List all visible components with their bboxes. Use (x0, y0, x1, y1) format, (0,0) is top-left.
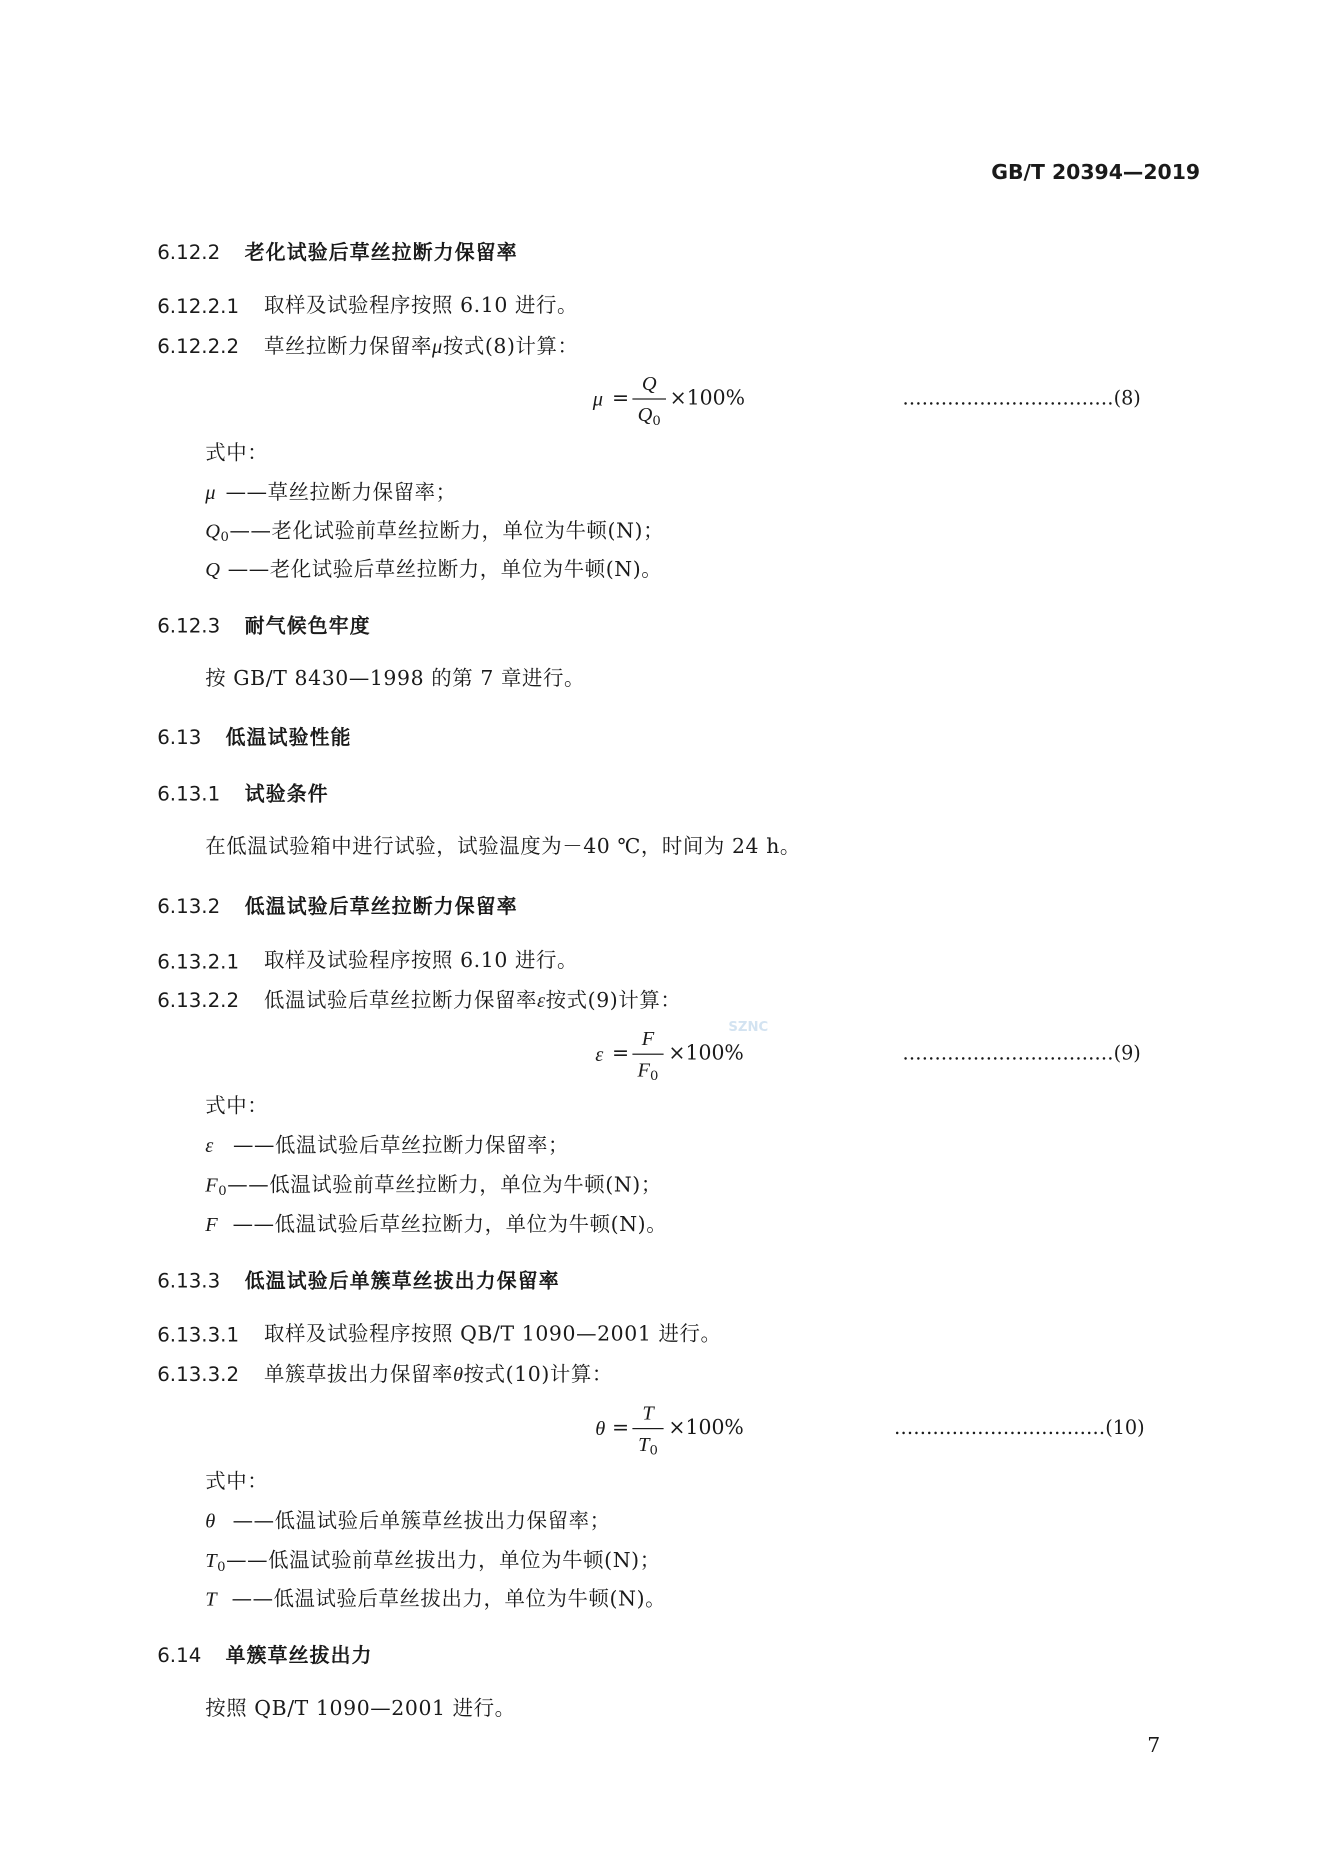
section-number: 6.13.1 (157, 782, 221, 806)
denominator: $F_0$ (637, 1058, 659, 1084)
equation-number: ……………………………(8) (902, 386, 1141, 410)
fraction (632, 372, 666, 428)
eq-tail: ×100% (668, 1416, 744, 1440)
fraction-bar (632, 1054, 663, 1055)
eq-sign: = (612, 386, 630, 411)
variable-def: Q ——老化试验后草丝拉断力，单位为牛顿(N)。 (205, 558, 663, 582)
numerator: F (641, 1027, 655, 1050)
clause-number: 6.13.3.1 (157, 1323, 240, 1347)
section-number: 6.13.3 (157, 1269, 221, 1293)
page-number: 7 (1147, 1734, 1161, 1759)
section-number: 6.12.2 (157, 241, 221, 264)
fraction-bar (632, 1428, 663, 1429)
fraction (632, 1402, 663, 1458)
where-label: 式中： (205, 1094, 269, 1119)
fraction (632, 1027, 663, 1083)
eq-lhs: ε (595, 1042, 604, 1066)
eq-sign: = (612, 1416, 630, 1440)
variable-def: $F_0——$低温试验前草丝拉断力，单位为牛顿(N)； (205, 1173, 662, 1199)
section-number: 6.14 (157, 1644, 202, 1667)
paragraph: 按照 QB/T 1090—2001 进行。 (205, 1696, 516, 1721)
clause-number: 6.12.2.2 (157, 334, 240, 358)
section-title: 试验条件 (244, 782, 329, 806)
clause-number: 6.13.3.2 (157, 1363, 240, 1386)
clause-number: 6.13.2.2 (157, 988, 240, 1012)
eq-lhs: θ (595, 1417, 606, 1440)
variable-def: ε ——低温试验后草丝拉断力保留率； (205, 1134, 570, 1158)
variable-def: F ——低温试验后草丝拉断力，单位为牛顿(N)。 (205, 1213, 668, 1238)
paragraph: 按 GB/T 8430—1998 的第 7 章进行。 (205, 667, 586, 692)
clause-number: 6.13.2.1 (157, 950, 240, 974)
variable-def: T ——低温试验后草丝拔出力，单位为牛顿(N)。 (205, 1587, 667, 1612)
section-title: 低温试验性能 (225, 726, 352, 749)
numerator: Q (641, 372, 657, 395)
section-title: 低温试验后单簇草丝拔出力保留率 (244, 1269, 560, 1293)
watermark-logo: SZNC (728, 1018, 769, 1035)
where-label: 式中： (205, 1470, 269, 1494)
variable-def: $T_0——$低温试验前草丝拔出力，单位为牛顿(N)； (205, 1549, 661, 1575)
fraction-bar (632, 398, 666, 399)
eq-tail: ×100% (668, 1041, 744, 1066)
clause-text: 单簇草拔出力保留率θ按式(10)计算： (264, 1363, 613, 1388)
clause-text: 取样及试验程序按照 QB/T 1090—2001 进行。 (264, 1322, 722, 1347)
section-number: 6.13.2 (157, 895, 221, 919)
denominator: $T_0$ (638, 1432, 658, 1458)
clause-number: 6.12.2.1 (157, 295, 240, 318)
section-number: 6.13 (157, 726, 202, 749)
variable-def: μ ——草丝拉断力保留率； (205, 481, 457, 506)
section-title: 耐气候色牢度 (244, 614, 371, 638)
eq-sign: = (612, 1041, 630, 1066)
equation-number: ……………………………(10) (894, 1416, 1145, 1439)
section-number: 6.12.3 (157, 614, 221, 638)
numerator: T (642, 1401, 654, 1425)
document-number: GB/T 20394—2019 (991, 160, 1201, 185)
section-title: 低温试验后草丝拉断力保留率 (244, 895, 518, 919)
clause-text: 取样及试验程序按照 6.10 进行。 (264, 294, 579, 318)
clause-text: 低温试验后草丝拉断力保留率ε按式(9)计算： (264, 988, 682, 1013)
where-label: 式中： (205, 441, 269, 466)
paragraph: 在低温试验箱中进行试验，试验温度为－40 ℃，时间为 24 h。 (205, 835, 801, 860)
variable-def: $Q_0——$老化试验前草丝拉断力，单位为牛顿(N)； (205, 519, 665, 545)
clause-text: 取样及试验程序按照 6.10 进行。 (264, 949, 579, 974)
denominator: $Q_0$ (637, 403, 661, 429)
section-title: 单簇草丝拔出力 (225, 1644, 373, 1667)
eq-tail: ×100% (669, 386, 746, 411)
eq-lhs: μ (592, 387, 604, 411)
section-title: 老化试验后草丝拉断力保留率 (244, 241, 518, 264)
clause-text: 草丝拉断力保留率μ按式(8)计算： (264, 334, 579, 359)
variable-def: θ ——低温试验后单簇草丝拔出力保留率； (205, 1509, 611, 1534)
equation-number: ……………………………(9) (902, 1041, 1141, 1065)
